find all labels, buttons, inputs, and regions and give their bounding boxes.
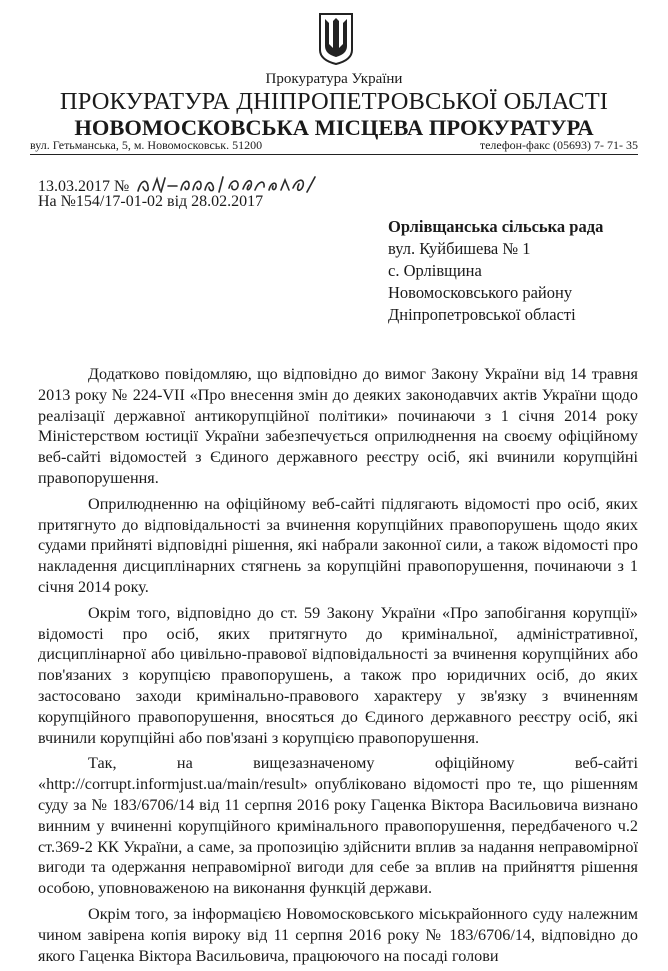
outgoing-date: 13.03.2017 №: [38, 178, 130, 195]
header-divider: [30, 154, 638, 155]
recipient-block: [388, 216, 603, 326]
body-paragraph: Окрім того, за інформацією Новомосковського міськрайонного суду належним чином завірена копія вироку від 11 серпня 2016 року № 183/6706/14, відповідно до якого Гаценка Віктора Васильовича, працюючого на посаді голови: [38, 904, 638, 965]
body-paragraph: Окрім того, відповідно до ст. 59 Закону України «Про запобігання корупції» відомості про осіб, яких притягнуто до кримінальної, адміністративної, дисциплінарної або цивільно-правової відповідальності за вчинення корупційних або пов'язаних з корупцією правопорушень, а також про юридичних осіб, до яких застосовано заходи кримінально-правового характеру у зв'язку з вчиненням корупційного правопорушення, вносяться до Єдиного державного реєстру осіб, які вчинили корупційні або пов'язані з корупцією правопорушення.: [38, 603, 638, 747]
body-paragraph: Додатково повідомляю, що відповідно до вимог Закону України від 14 травня 2013 року № 224-VII «Про внесення змін до деяких законодавчих актів України щодо реалізації державної антикорупційної політики» починаючи з 1 січня 2014 року Міністерством юстиції України забезпечується оприлюднення на своєму офіційному веб-сайті відомостей з Єдиного державного реєстру осіб, які вчинили корупційні правопорушення.: [38, 365, 638, 487]
office-phone: телефон-факс (05693) 7- 71- 35: [479, 138, 638, 152]
trident-emblem: [316, 10, 356, 66]
ministry-line: Прокуратура України: [265, 71, 403, 87]
letter-body: [38, 364, 638, 971]
regional-prosecutor-title: ПРОКУРАТУРА ДНІПРОПЕТРОВСЬКОЇ ОБЛАСТІ: [59, 88, 609, 115]
body-paragraph: Оприлюдненню на офіційному веб-сайті підлягають відомості про осіб, яких притягнуто до відповідальності за вчинення корупційних правопорушень щодо яких судами прийняті відповідні рішення, які набрали законної сили, а також відомості про накладення дисциплінарних стягнень за корупційні правопорушення, починаючи з 1 січня 2014 року.: [38, 494, 638, 596]
recipient-name: Орлівщанська сільська рада: [388, 217, 604, 236]
recipient-region: Дніпропетровської області: [388, 305, 576, 324]
recipient-street: вул. Куйбишева № 1: [388, 239, 531, 258]
local-prosecutor-title: НОВОМОСКОВСЬКА МІСЦЕВА ПРОКУРАТУРА: [74, 115, 594, 140]
recipient-district: Новомосковського району: [388, 283, 573, 302]
recipient-village: с. Орлівщина: [388, 261, 482, 280]
reference-number: На №154/17-01-02 від 28.02.2017: [38, 193, 264, 210]
body-paragraph: Так, на вищезазначеному офіційному веб-сайті «http://corrupt.informjust.ua/main/result» опубліковано відомості про те, що рішенням суду за № 183/6706/14 від 11 серпня 2016 року Гаценка Віктора Васильовича визнано винним у вчиненні корупційного кримінального правопорушення, передбаченого ч.2 ст.369-2 КК України, а саме, за пропозицію здійснити вплив за надання неправомірної вигоди та одержання неправомірної вигоди для себе за вплив на прийняття рішення особою, уповноваженою на виконання функцій держави.: [38, 754, 638, 898]
office-address: вул. Гетьманська, 5, м. Новомосковськ. 51200: [30, 138, 263, 152]
